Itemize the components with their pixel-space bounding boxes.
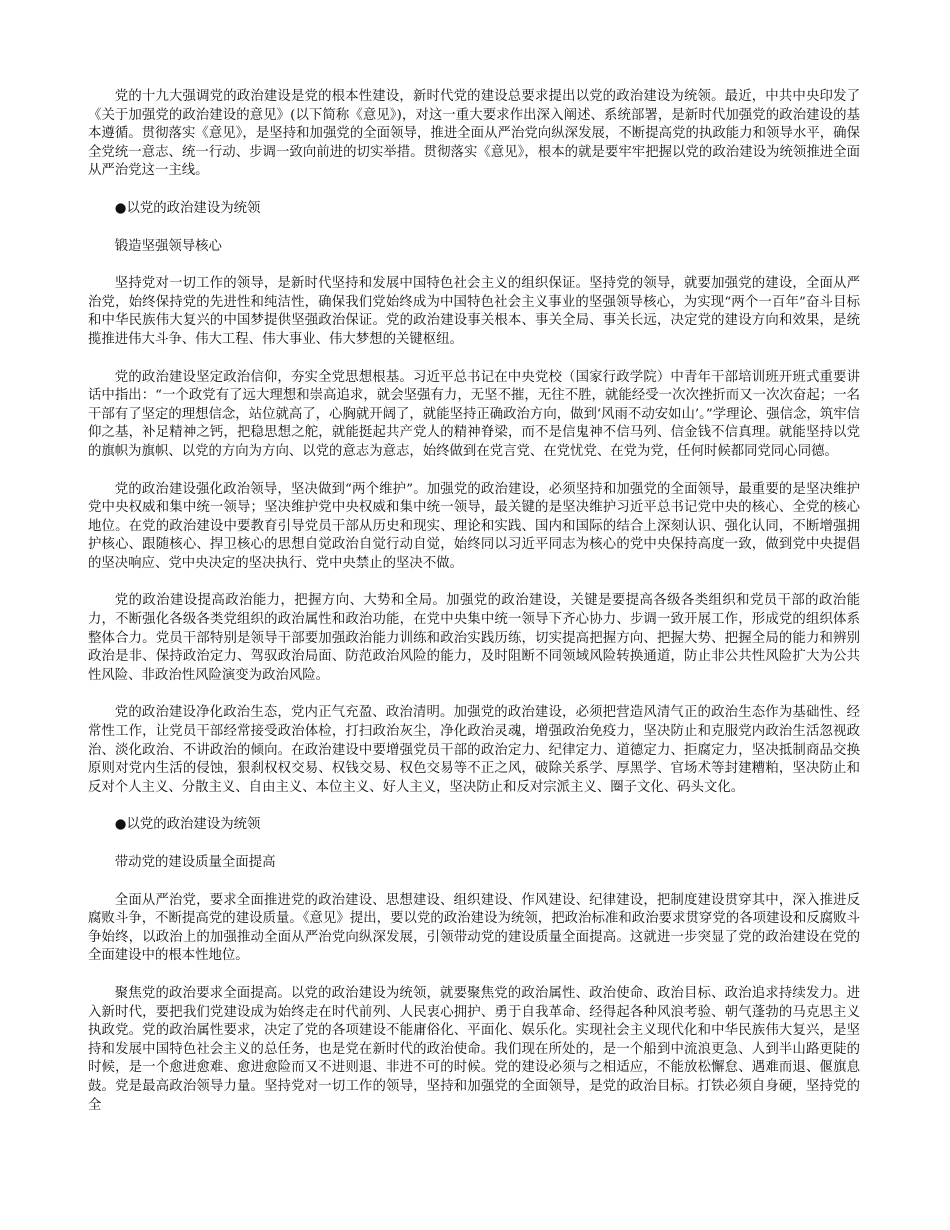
document-body	[88, 88, 860, 1134]
body-paragraph: 党的政治建设坚定政治信仰，夯实全党思想根基。习近平总书记在中央党校（国家行政学院）中青年干部培训班开班式重要讲话中指出：“一个政党有了远大理想和崇高追求，就会坚强有力，无坚不摧，无往不胜，就能经受一次次挫折而又一次次奋起；一名干部有了坚定的理想信念，站位就高了，心胸就开阔了，就能坚持正确政治方向，做到‘风雨不动安如山’。”学理论、强信念，筑牢信仰之基，补足精神之钙，把稳思想之舵，就能挺起共产党人的精神脊梁，而不是信鬼神不信马列、信金钱不信真理。就能坚持以党的旗帜为旗帜、以党的方向为方向、以党的意志为意志，始终做到在党言党、在党忧党、在党为党，任何时候都同党同心同德。	[88, 369, 860, 459]
section-heading-2: ●以党的政治建设为统领	[114, 817, 261, 833]
body-paragraph: 党的政治建设净化政治生态，党内正气充盈、政治清明。加强党的政治建设，必须把营造风清气正的政治生态作为基础性、经常性工作，让党员干部经常接受政治体检，打扫政治灰尘，净化政治灵魂，增强政治免疫力，坚决防止和克服党内政治生活忽视政治、淡化政治、不讲政治的倾向。在政治建设中要增强党员干部的政治定力、纪律定力、道德定力、拒腐定力，坚决抵制商品交换原则对党内生活的侵蚀，狠刹权权交易、权钱交易、权色交易等不正之风，破除关系学、厚黑学、官场术等封建糟粕，坚决防止和反对个人主义、分散主义、自由主义、本位主义、好人主义，坚决防止和反对宗派主义、圈子文化、码头文化。	[88, 705, 860, 795]
body-paragraph: 党的政治建设提高政治能力，把握方向、大势和全局。加强党的政治建设，关键是要提高各级各类组织和党员干部的政治能力，不断强化各级各类党组织的政治属性和政治功能，在党中央集中统一领导下齐心协力、步调一致开展工作，形成党的组织体系整体合力。党员干部特别是领导干部要加强政治能力训练和政治实践历练，切实提高把握方向、把握大势、把握全局的能力和辨别政治是非、保持政治定力、驾驭政治局面、防范政治风险的能力，及时阻断不同领域风险转换通道，防止非公共性风险扩大为公共性风险、非政治性风险演变为政治风险。	[88, 593, 860, 683]
section-subheading-2: 带动党的建设质量全面提高	[114, 855, 276, 870]
body-paragraph: 坚持党对一切工作的领导，是新时代坚持和发展中国特色社会主义的组织保证。坚持党的领导，就要加强党的建设，全面从严治党，始终保持党的先进性和纯洁性，确保我们党始终成为中国特色社会主义事业的坚强领导核心，为实现“两个一百年”奋斗目标和中华民族伟大复兴的中国梦提供坚强政治保证。党的政治建设事关根本、事关全局、事关长远，决定党的建设方向和效果，是统揽推进伟大斗争、伟大工程、伟大事业、伟大梦想的关键枢纽。	[88, 276, 860, 347]
section-heading-1: ●以党的政治建设为统领	[114, 200, 261, 216]
section-subheading-1: 锻造坚强领导核心	[114, 238, 222, 254]
intro-paragraph: 党的十九大强调党的政治建设是党的根本性建设，新时代党的建设总要求提出以党的政治建设为统领。最近，中共中央印发了《关于加强党的政治建设的意见》(以下简称《意见》)，对这一重大要求作出深入阐述、系统部署，是新时代加强党的政治建设的基本遵循。贯彻落实《意见》，是坚持和加强党的全面领导，推进全面从严治党向纵深发展，不断提高党的执政能力和领导水平，确保全党统一意志、统一行动、步调一致向前进的切实举措。贯彻落实《意见》，根本的就是要牢牢把握以党的政治建设为统领推进全面从严治党这一主线。	[88, 89, 860, 179]
body-paragraph: 聚焦党的政治要求全面提高。以党的政治建设为统领，就要聚焦党的政治属性、政治使命、政治目标、政治追求持续发力。进入新时代，要把我们党建设成为始终走在时代前列、人民衷心拥护、勇于自我革命、经得起各种风浪考验、朝气蓬勃的马克思主义执政党。党的政治属性要求，决定了党的各项建设不能庸俗化、平面化、娱乐化。实现社会主义现代化和中华民族伟大复兴，是坚持和发展中国特色社会主义的总任务，也是党在新时代的政治使命。我们现在所处的，是一个船到中流浪更急、人到半山路更陡的时候，是一个愈进愈难、愈进愈险而又不进则退、非进不可的时候。党的建设必须与之相适应，不能放松懈怠、遇难而退、偃旗息鼓。党是最高政治领导力量。坚持党对一切工作的领导，坚持和加强党的全面领导，是党的政治目标。打铁必须自身硬，坚持党的全	[88, 985, 860, 1113]
body-paragraph: 党的政治建设强化政治领导，坚决做到“两个维护”。加强党的政治建设，必须坚持和加强党的全面领导，最重要的是坚决维护党中央权威和集中统一领导；坚决维护党中央权威和集中统一领导，最关键的是坚决维护习近平总书记党中央的核心、全党的核心地位。在党的政治建设中要教育引导党员干部从历史和现实、理论和实践、国内和国际的结合上深刻认识、强化认同，不断增强拥护核心、跟随核心、捍卫核心的思想自觉政治自觉行动自觉，始终同以习近平同志为核心的党中央保持高度一致，做到党中央提倡的坚决响应、党中央决定的坚决执行、党中央禁止的坚决不做。	[88, 481, 860, 571]
body-paragraph: 全面从严治党，要求全面推进党的政治建设、思想建设、组织建设、作风建设、纪律建设，把制度建设贯穿其中，深入推进反腐败斗争，不断提高党的建设质量。《意见》提出，要以党的政治建设为统领，把政治标准和政治要求贯穿党的各项建设和反腐败斗争始终，以政治上的加强推动全面从严治党向纵深发展，引领带动党的建设质量全面提高。这就进一步突显了党的政治建设在党的全面建设中的根本性地位。	[88, 892, 860, 964]
